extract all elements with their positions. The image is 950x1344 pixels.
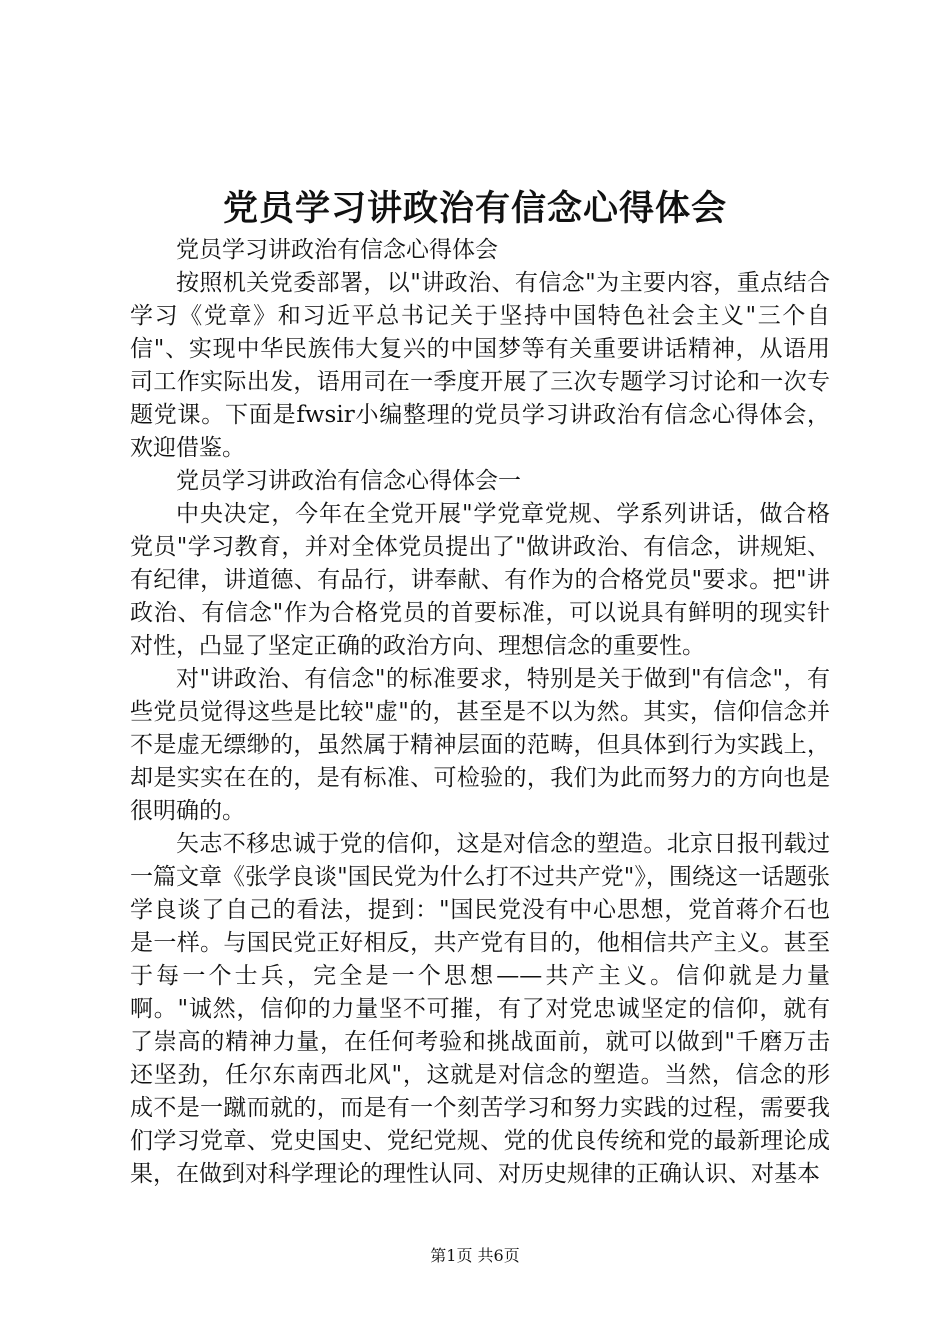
paragraph-body: 中央决定，今年在全党开展"学党章党规、学系列讲话，做合格党员"学习教育，并对全体党员提出了"做讲政治、有信念，讲规矩、有纪律，讲道德、有品行，讲奉献、有作为的合格党员"要求。把"讲政治、有信念"作为合格党员的首要标准，可以说具有鲜明的现实针对性，凸显了坚定正确的政治方向、理想信念的重要性。: [130, 501, 830, 659]
page-footer: 第1页 共6页: [430, 1246, 520, 1265]
paragraph-intro: 按照机关党委部署，以"讲政治、有信念"为主要内容，重点结合学习《党章》和习近平总书记关于坚持中国特色社会主义"三个自信"、实现中华民族伟大复兴的中国梦等有关重要讲话精神，从语用司工作实际出发，语用司在一季度开展了三次专题学习讨论和一次专题党课。下面是fwsir小编整理的党员学习讲政治有信念心得体会，欢迎借鉴。: [130, 270, 830, 461]
paragraph-subtitle: 党员学习讲政治有信念心得体会: [176, 237, 498, 263]
paragraph-section-heading: 党员学习讲政治有信念心得体会一: [176, 468, 521, 494]
paragraph-body: 对"讲政治、有信念"的标准要求，特别是关于做到"有信念"，有些党员觉得这些是比较"虚"的，甚至是不以为然。其实，信仰信念并不是虚无缥缈的，虽然属于精神层面的范畴，但具体到行为实践上，却是实实在在的，是有标准、可检验的，我们为此而努力的方向也是很明确的。: [130, 666, 830, 824]
paragraph-body: 矢志不移忠诚于党的信仰，这是对信念的塑造。北京日报刊载过一篇文章《张学良谈"国民党为什么打不过共产党"》，围绕这一话题张学良谈了自己的看法，提到："国民党没有中心思想，党首蒋介石也是一样。与国民党正好相反，共产党有目的，他相信共产主义。甚至于每一个士兵，完全是一个思想——共产主义。信仰就是力量啊。"诚然，信仰的力量坚不可摧，有了对党忠诚坚定的信仰，就有了崇高的精神力量，在任何考验和挑战面前，就可以做到"千磨万击还坚劲，任尔东南西北风"，这就是对信念的塑造。当然，信念的形成不是一蹴而就的，而是有一个刻苦学习和努力实践的过程，需要我们学习党章、党史国史、党纪党规、党的优良传统和党的最新理论成果，在做到对科学理论的理性认同、对历史规律的正确认识、对基本: [130, 831, 830, 1187]
document-body: [130, 234, 830, 1191]
document-title: 党员学习讲政治有信念心得体会: [222, 188, 727, 229]
